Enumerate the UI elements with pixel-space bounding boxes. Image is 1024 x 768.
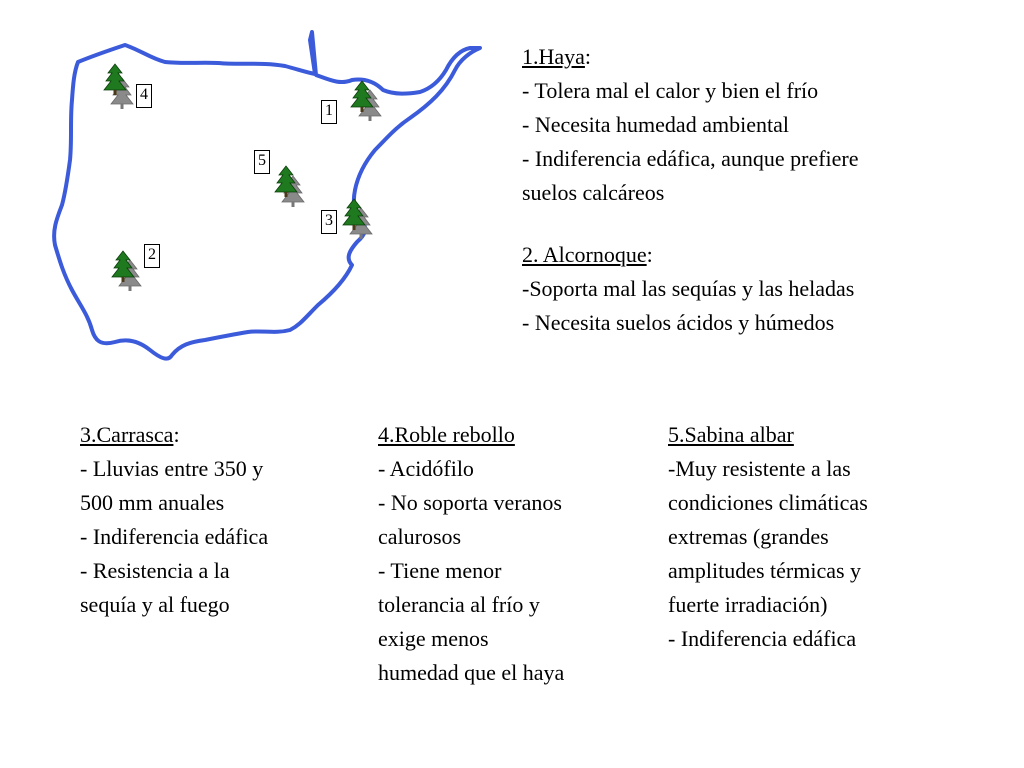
entry-heading	[522, 40, 992, 74]
entry-line: - Indiferencia edáfica, aunque prefiere	[522, 146, 859, 171]
entry-line: amplitudes térmicas y	[668, 558, 862, 583]
entry-line: - Tolera mal el calor y bien el frío	[522, 78, 819, 103]
entry-line: exige menos	[378, 626, 489, 651]
entry-line: humedad que el haya	[378, 660, 565, 685]
entry-line: - Indiferencia edáfica	[668, 626, 857, 651]
entry-line: calurosos	[378, 524, 462, 549]
entry-roble-rebollo	[378, 418, 648, 690]
entry-title: 4.Roble rebollo	[378, 422, 515, 447]
tree-icon	[275, 166, 297, 197]
tree-icon	[351, 81, 373, 112]
entry-sabina-albar	[668, 418, 968, 656]
entry-line: tolerancia al frío y	[378, 592, 540, 617]
entry-line: - Acidófilo	[378, 456, 474, 481]
entry-line: - Resistencia a la	[80, 558, 230, 583]
entry-line: condiciones climáticas	[668, 490, 868, 515]
entry-heading	[668, 418, 968, 452]
entry-line: - Tiene menor	[378, 558, 502, 583]
entry-title: 1.Haya	[522, 44, 585, 69]
entry-line: - Indiferencia edáfica	[80, 524, 269, 549]
entry-line: - Necesita suelos ácidos y húmedos	[522, 310, 835, 335]
tree-icon	[112, 251, 134, 282]
entry-line: suelos calcáreos	[522, 180, 665, 205]
tree-icon	[104, 64, 126, 95]
entry-haya	[522, 40, 992, 210]
entry-line: extremas (grandes	[668, 524, 829, 549]
iberian-peninsula-map	[0, 0, 500, 380]
map-label-5: 5	[254, 150, 270, 174]
entry-title-suffix: :	[584, 44, 592, 69]
entry-title: 3.Carrasca	[80, 422, 174, 447]
tree-icon	[343, 199, 365, 230]
entry-heading	[522, 238, 992, 272]
entry-heading	[378, 418, 648, 452]
map-label-1: 1	[321, 100, 337, 124]
entry-line: - Lluvias entre 350 y	[80, 456, 264, 481]
entry-title-suffix: :	[173, 422, 180, 447]
entry-line: sequía y al fuego	[80, 592, 230, 617]
entry-carrasca	[80, 418, 350, 622]
entry-line: - Necesita humedad ambiental	[522, 112, 789, 137]
entry-line: 500 mm anuales	[80, 490, 225, 515]
entry-title: 5.Sabina albar	[668, 422, 794, 447]
entry-heading	[80, 418, 350, 452]
map-label-4: 4	[136, 84, 152, 108]
entry-line: fuerte irradiación)	[668, 592, 828, 617]
entry-title: 2. Alcornoque	[522, 242, 647, 267]
map-label-2: 2	[144, 244, 160, 268]
entry-alcornoque	[522, 238, 992, 340]
map-label-3: 3	[321, 210, 337, 234]
entry-line: -Muy resistente a las	[668, 456, 851, 481]
entry-line: - No soporta veranos	[378, 490, 562, 515]
entry-line: -Soporta mal las sequías y las heladas	[522, 276, 855, 301]
entry-title-suffix: :	[646, 242, 653, 267]
